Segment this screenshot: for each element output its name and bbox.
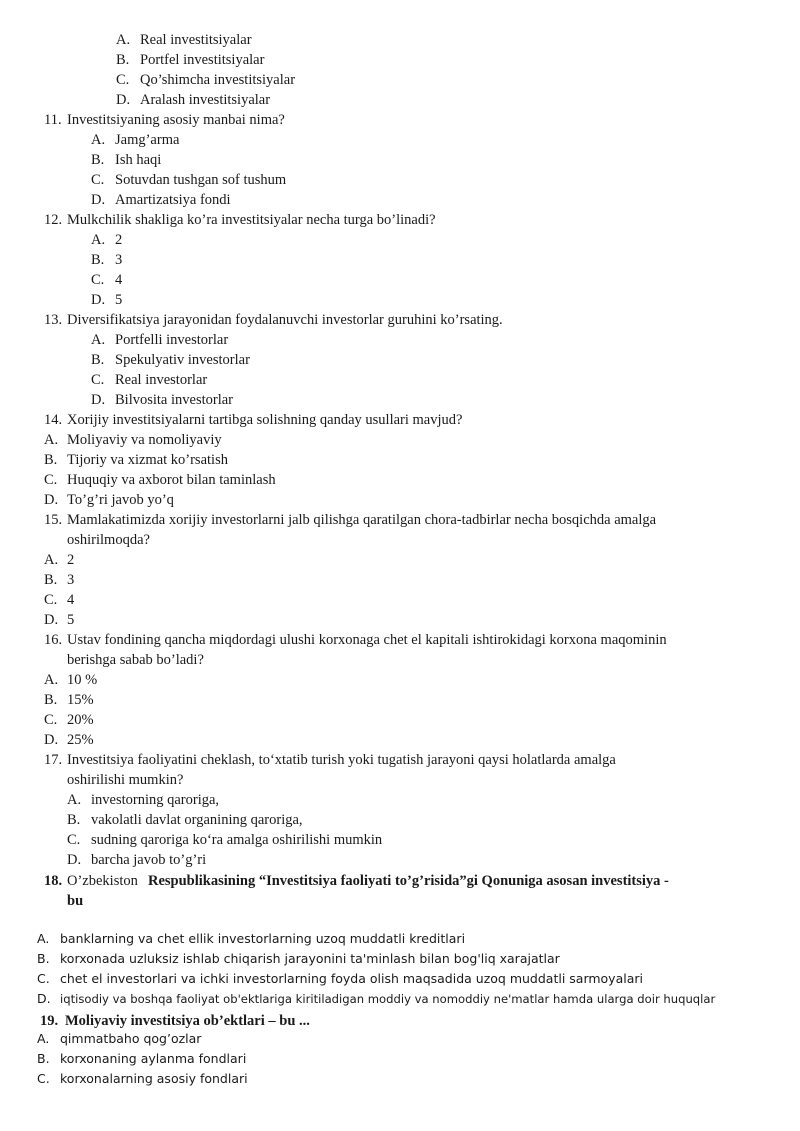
option-text: Real investorlar xyxy=(115,372,208,388)
option-label: B. xyxy=(44,572,58,588)
question-text: Xorijiy investitsiyalarni tartibga solishning qanday usullari mavjud? xyxy=(67,412,463,428)
option-label: B. xyxy=(91,252,105,268)
option-label: C. xyxy=(67,832,81,848)
option-text: banklarning va chet ellik investorlarning uzoq muddatli kreditlari xyxy=(60,931,466,946)
question-text: Investitsiyaning asosiy manbai nima? xyxy=(67,112,285,128)
question-number: 16. xyxy=(44,632,63,648)
option-text: Huquqiy va axborot bilan taminlash xyxy=(67,472,276,488)
question-text: Diversifikatsiya jarayonidan foydalanuvchi investorlar guruhini ko’rsating. xyxy=(67,312,503,328)
option-text: Ish haqi xyxy=(115,152,162,168)
option-label: C. xyxy=(37,971,50,986)
option-label: D. xyxy=(44,612,59,628)
question-number: 17. xyxy=(44,752,63,768)
q18-question-continuation: bu xyxy=(67,893,84,909)
question-text: Mamlakatimizda xorijiy investorlarni jalb qilishga qaratilgan chora-tadbirlar necha bosqichda amalga xyxy=(67,512,657,528)
option-text: Moliyaviy va nomoliyaviy xyxy=(67,432,222,448)
option-label: D. xyxy=(91,192,106,208)
option-label: D. xyxy=(91,292,106,308)
option-text: 5 xyxy=(67,612,75,628)
question-number: 14. xyxy=(44,412,63,428)
option-text: 4 xyxy=(115,272,123,288)
option-text: 2 xyxy=(67,552,75,568)
option-label: C. xyxy=(91,172,105,188)
question-text: Ustav fondining qancha miqdordagi ulushi korxonaga chet el kapitali ishtirokidagi korxona maqominin xyxy=(67,632,667,648)
option-label: C. xyxy=(91,372,105,388)
option-label: B. xyxy=(116,52,130,68)
question-number: 12. xyxy=(44,212,63,228)
question-number: 18. xyxy=(44,873,63,889)
q17-question-continuation: oshirilishi mumkin? xyxy=(67,772,184,788)
option-text: investorning qaroriga, xyxy=(91,792,220,808)
option-text: Amartizatsiya fondi xyxy=(115,192,231,208)
question-text: Mulkchilik shakliga ko’ra investitsiyalar necha turga bo’linadi? xyxy=(67,212,436,228)
q15-question-continuation: oshirilmoqda? xyxy=(67,532,150,548)
option-label: A. xyxy=(67,792,82,808)
option-text: 3 xyxy=(115,252,123,268)
option-label: B. xyxy=(37,951,50,966)
q16-question-continuation: berishga sabab bo’ladi? xyxy=(67,652,204,668)
option-label: A. xyxy=(91,132,106,148)
option-text: korxonada uzluksiz ishlab chiqarish jarayonini ta'minlash bilan bog'liq xarajatlar xyxy=(60,951,560,966)
option-text: 3 xyxy=(67,572,75,588)
option-label: A. xyxy=(44,672,59,688)
option-label: A. xyxy=(37,1031,50,1046)
option-label: A. xyxy=(91,332,106,348)
question-number: 15. xyxy=(44,512,63,528)
option-label: D. xyxy=(67,852,82,868)
question-number: 13. xyxy=(44,312,63,328)
option-text: Qo’shimcha investitsiyalar xyxy=(140,72,296,88)
option-text: barcha javob to’g’ri xyxy=(91,852,207,868)
option-text: Portfel investitsiyalar xyxy=(140,52,265,68)
option-label: B. xyxy=(91,352,105,368)
option-text: Tijoriy va xizmat ko’rsatish xyxy=(67,452,228,468)
option-text: vakolatli davlat organining qaroriga, xyxy=(91,812,303,828)
option-label: C. xyxy=(116,72,130,88)
option-text: korxonaning aylanma fondlari xyxy=(60,1051,247,1066)
option-text: Spekulyativ investorlar xyxy=(115,352,250,368)
question-text: Investitsiya faoliyatini cheklash, to‘xtatib turish yoki tugatish jarayoni qaysi holatlarda amalga xyxy=(67,752,616,768)
option-label: C. xyxy=(91,272,105,288)
option-label: A. xyxy=(91,232,106,248)
question-number: 19. xyxy=(40,1013,59,1029)
option-text: To’g’ri javob yo’q xyxy=(67,492,174,508)
option-text: Bilvosita investorlar xyxy=(115,392,233,408)
option-label: B. xyxy=(91,152,105,168)
option-text: 4 xyxy=(67,592,75,608)
option-text: 5 xyxy=(115,292,123,308)
option-text: 15% xyxy=(67,692,94,708)
option-text: 25% xyxy=(67,732,94,748)
option-text: 10 % xyxy=(67,672,98,688)
option-label: B. xyxy=(67,812,81,828)
option-text: 20% xyxy=(67,712,94,728)
option-text: qimmatbaho qog’ozlar xyxy=(60,1031,202,1046)
option-label: D. xyxy=(37,991,51,1006)
option-text: korxonalarning asosiy fondlari xyxy=(60,1071,248,1086)
option-label: C. xyxy=(44,472,58,488)
option-text: 2 xyxy=(115,232,123,248)
option-text: Sotuvdan tushgan sof tushum xyxy=(115,172,287,188)
option-label: D. xyxy=(116,92,131,108)
option-label: A. xyxy=(37,931,50,946)
option-label: C. xyxy=(37,1071,50,1086)
option-text: Jamg’arma xyxy=(115,132,180,148)
option-text: iqtisodiy va boshqa faoliyat ob'ektlariga kiritiladigan moddiy va nomoddiy ne'matlar hamda ularga doir huquqlar xyxy=(60,992,716,1006)
option-label: D. xyxy=(44,492,59,508)
option-text: sudning qaroriga ko‘ra amalga oshirilishi mumkin xyxy=(91,832,383,848)
question-text: Moliyaviy investitsiya ob’ektlari – bu ... xyxy=(65,1013,310,1029)
option-label: A. xyxy=(116,32,131,48)
option-label: A. xyxy=(44,552,59,568)
option-label: C. xyxy=(44,592,58,608)
option-label: A. xyxy=(44,432,59,448)
option-text: chet el investorlari va ichki investorlarning foyda olish maqsadida uzoq muddatli sarmoyalari xyxy=(60,971,643,986)
option-label: D. xyxy=(44,732,59,748)
question-number: 11. xyxy=(44,112,62,128)
option-text: Aralash investitsiyalar xyxy=(140,92,271,108)
option-label: B. xyxy=(37,1051,50,1066)
question-text-plain: O’zbekiston xyxy=(67,873,138,889)
option-label: D. xyxy=(91,392,106,408)
option-label: C. xyxy=(44,712,58,728)
question-text-bold: Respublikasining “Investitsiya faoliyati to’g’risida”gi Qonuniga asosan investitsiya - xyxy=(148,873,669,889)
option-label: B. xyxy=(44,452,58,468)
option-text: Portfelli investorlar xyxy=(115,332,229,348)
option-label: B. xyxy=(44,692,58,708)
option-text: Real investitsiyalar xyxy=(140,32,252,48)
